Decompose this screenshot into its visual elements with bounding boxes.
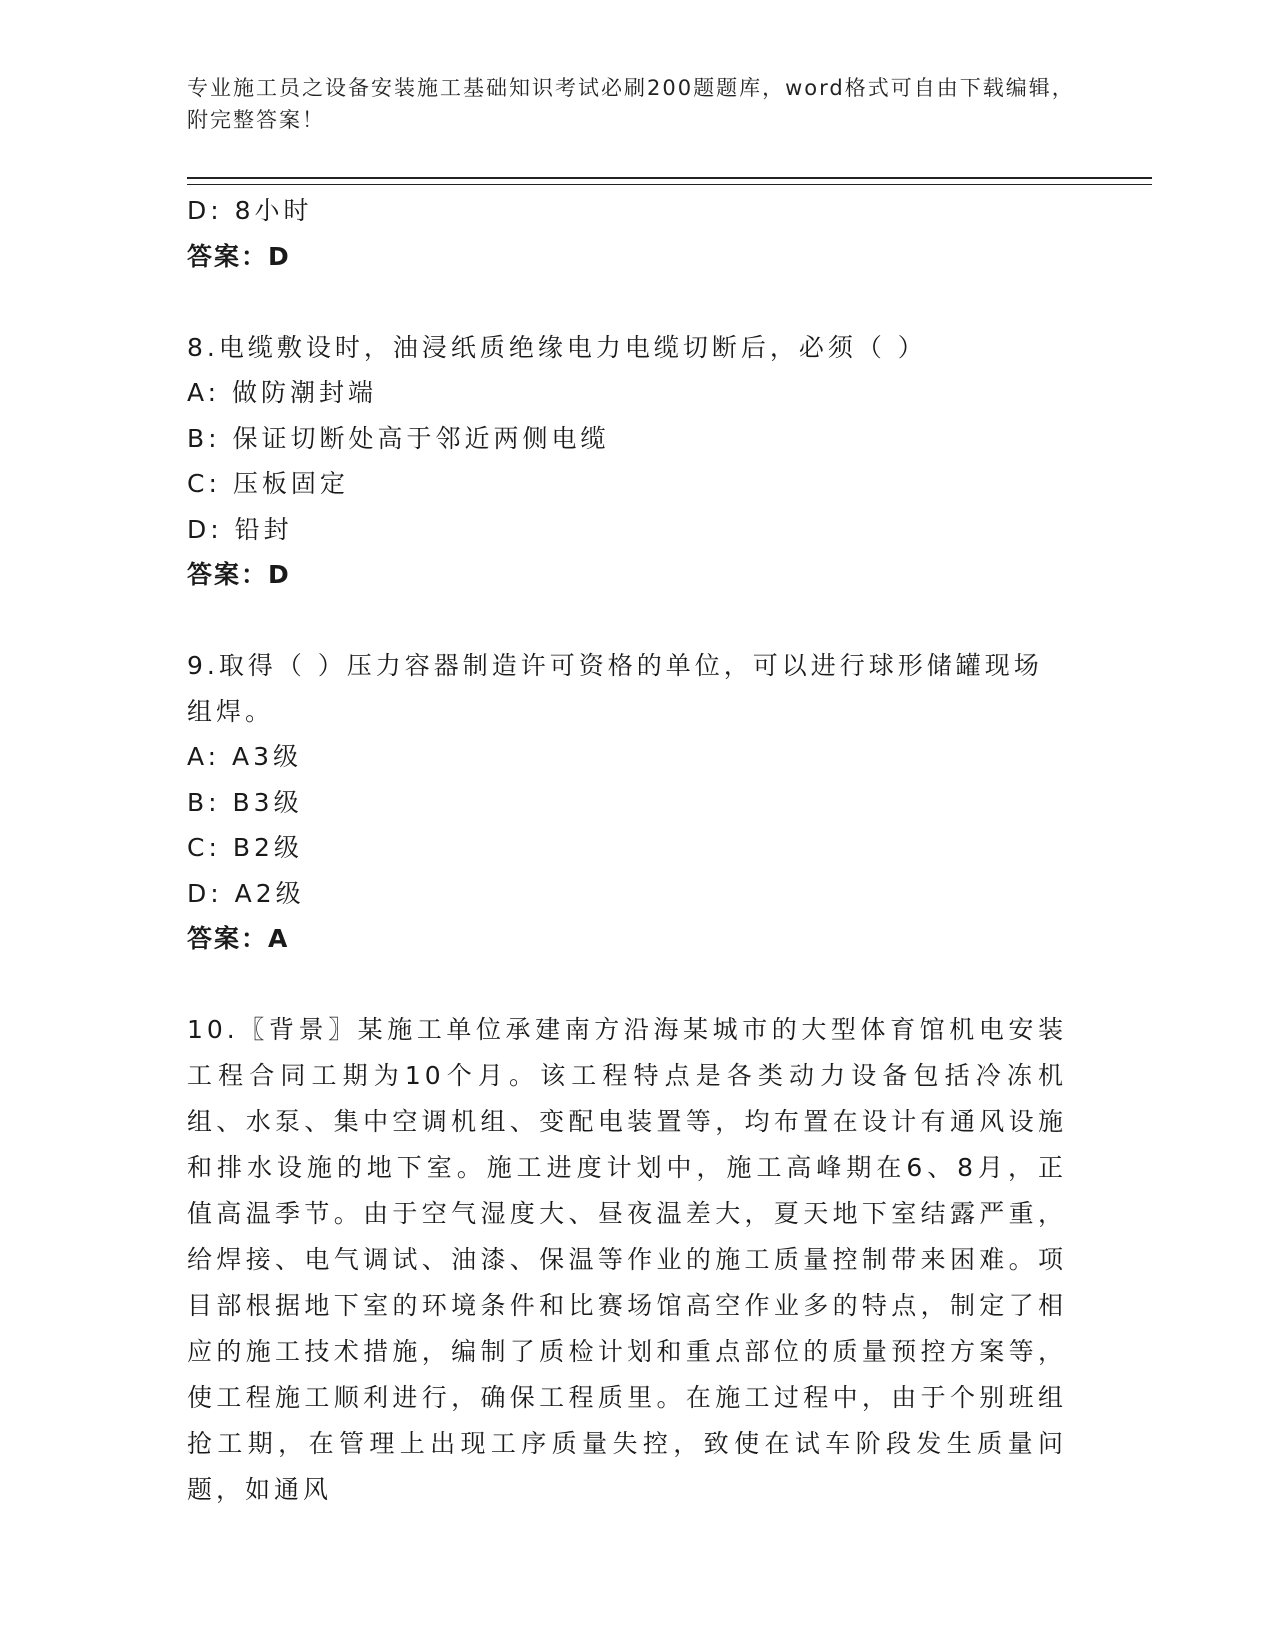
answer: 答案：A [187,924,290,953]
spacer [187,279,1067,325]
question-10 [187,1007,1067,1513]
option-d: D: A2级 [187,878,305,908]
question-9 [187,643,1067,962]
spacer [187,598,1067,644]
page-header: 专业施工员之设备安装施工基础知识考试必刷200题题库，word格式可自由下载编辑，附完整答案！ [187,76,1075,132]
spacer [187,962,1067,1008]
answer: 答案：D [187,560,291,589]
option-d: D: 铅封 [187,514,293,544]
question-stem: 10.〖背景〗某施工单位承建南方沿海某城市的大型体育馆机电安装工程合同工期为10个月。该工程特点是各类动力设备包括冷冻机组、水泵、集中空调机组、变配电装置等，均布置在设计有通风设施和排水设施的地下室。施工进度计划中，施工高峰期在6、8月，正值高温季节。由于空气湿度大、昼夜温差大，夏天地下室结露严重，给焊接、电气调试、油漆、保温等作业的施工质量控制带来困难。项目部根据地下室的环境条件和比赛场馆高空作业多的特点，制定了相应的施工技术措施，编制了质检计划和重点部位的质量预控方案等，使工程施工顺利进行，确保工程质里。在施工过程中，由于个别班组抢工期，在管理上出现工序质量失控，致使在试车阶段发生质量问题，如通风 [187,1015,1067,1504]
document-body [187,188,1067,1513]
prev-answer: 答案：D [187,241,291,271]
option-c: C: 压板固定 [187,469,349,498]
option-c: C: B2级 [187,833,303,862]
option-a: A: A3级 [187,742,303,771]
question-stem: 8.电缆敷设时，油浸纸质绝缘电力电缆切断后，必须（ ） [187,332,927,362]
header-divider [187,177,1152,185]
option-a: A: 做防潮封端 [187,378,378,407]
option-b: B: B3级 [187,787,303,817]
question-stem: 9.取得（ ）压力容器制造许可资格的单位，可以进行球形储罐现场组焊。 [187,651,1043,726]
question-8 [187,325,1067,598]
prev-option-d: D: 8小时 [187,196,313,225]
option-b: B: 保证切断处高于邻近两侧电缆 [187,423,610,453]
